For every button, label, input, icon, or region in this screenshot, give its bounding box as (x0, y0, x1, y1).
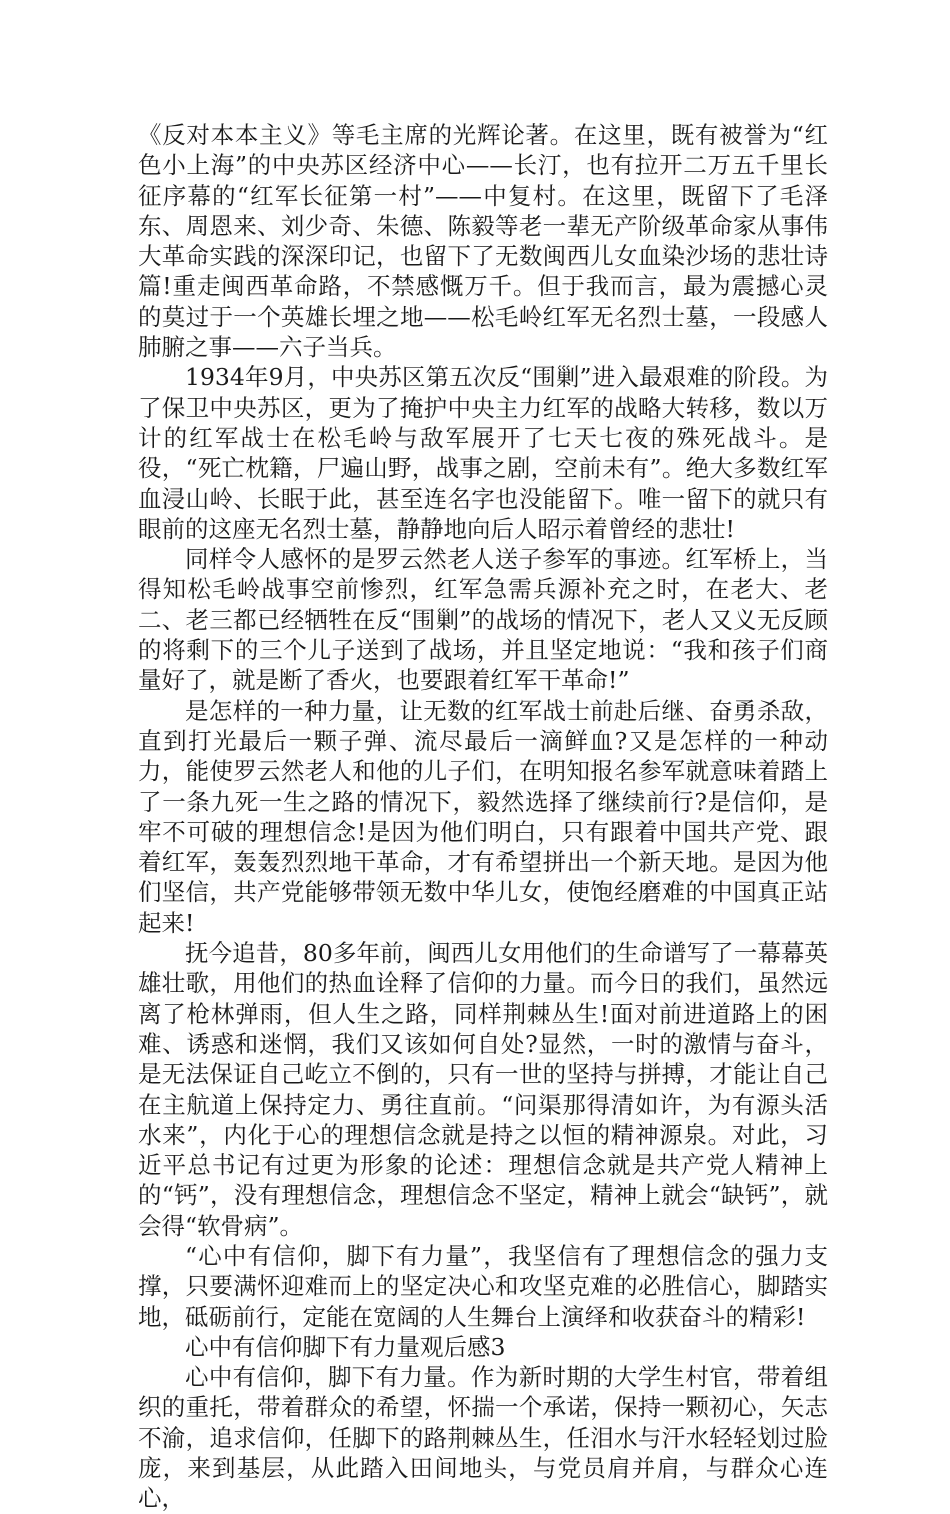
paragraph-7: 心中有信仰，脚下有力量。作为新时期的大学生村官，带着组织的重托，带着群众的希望，怀揣一个承诺，保持一颗初心，矢志不渝，追求信仰，任脚下的路荆棘丛生，任泪水与汗水轻轻划过脸庞，来到基层，从此踏入田间地头，与党员肩并肩，与群众心连心， (138, 1363, 828, 1513)
section-title: 心中有信仰脚下有力量观后感3 (185, 1332, 506, 1361)
paragraph-6: “心中有信仰，脚下有力量”，我坚信有了理想信念的强力支撑，只要满怀迎难而上的坚定决心和攻坚克难的必胜信心，脚踏实地，砥砺前行，定能在宽阔的人生舞台上演绎和收获奋斗的精彩! (138, 1241, 828, 1331)
paragraph-5: 抚今追昔，80多年前，闽西儿女用他们的生命谱写了一幕幕英雄壮歌，用他们的热血诠释了信仰的力量。而今日的我们，虽然远离了枪林弹雨，但人生之路，同样荆棘丛生!面对前进道路上的困难、诱惑和迷惘，我们又该如何自处?显然，一时的激情与奋斗，是无法保证自己屹立不倒的，只有一世的坚持与拼搏，才能让自己在主航道上保持定力、勇往直前。“问渠那得清如许，为有源头活水来”，内化于心的理想信念就是持之以恒的精神源泉。对此，习近平总书记有过更为形象的论述：理想信念就是共产党人精神上的“钙”，没有理想信念，理想信念不坚定，精神上就会“缺钙”，就会得“软骨病”。 (138, 939, 828, 1240)
paragraph-2: 1934年9月，中央苏区第五次反“围剿”进入最艰难的阶段。为了保卫中央苏区，更为了掩护中央主力红军的战略大转移，数以万计的红军战士在松毛岭与敌军展开了七天七夜的殊死战斗。是役，“死亡枕籍，尸遍山野，战事之剧，空前未有”。绝大多数红军血浸山岭、长眠于此，甚至连名字也没能留下。唯一留下的就只有眼前的这座无名烈士墓，静静地向后人昭示着曾经的悲壮! (138, 363, 828, 543)
paragraph-4: 是怎样的一种力量，让无数的红军战士前赴后继、奋勇杀敌，直到打光最后一颗子弹、流尽最后一滴鲜血?又是怎样的一种动力，能使罗云然老人和他的儿子们，在明知报名参军就意味着踏上了一条九死一生之路的情况下，毅然选择了继续前行?是信仰，是牢不可破的理想信念!是因为他们明白，只有跟着中国共产党、跟着红军，轰轰烈烈地干革命，才有希望拼出一个新天地。是因为他们坚信，共产党能够带领无数中华儿女，使饱经磨难的中国真正站起来! (138, 696, 828, 937)
paragraph-3: 同样令人感怀的是罗云然老人送子参军的事迹。红军桥上，当得知松毛岭战事空前惨烈，红军急需兵源补充之时，在老大、老二、老三都已经牺牲在反“围剿”的战场的情况下，老人又义无反顾的将剩下的三个儿子送到了战场，并且坚定地说：“我和孩子们商量好了，就是断了香火，也要跟着红军干革命!” (138, 545, 828, 695)
document-body (138, 120, 828, 1514)
paragraph-1: 《反对本本主义》等毛主席的光辉论著。在这里，既有被誉为“红色小上海”的中央苏区经济中心——长汀，也有拉开二万五千里长征序幕的“红军长征第一村”——中复村。在这里，既留下了毛泽东、周恩来、刘少奇、朱德、陈毅等老一辈无产阶级革命家从事伟大革命实践的深深印记，也留下了无数闽西儿女血染沙场的悲壮诗篇!重走闽西革命路，不禁感慨万千。但于我而言，最为震撼心灵的莫过于一个英雄长埋之地——松毛岭红军无名烈士墓，一段感人肺腑之事——六子当兵。 (138, 121, 828, 362)
